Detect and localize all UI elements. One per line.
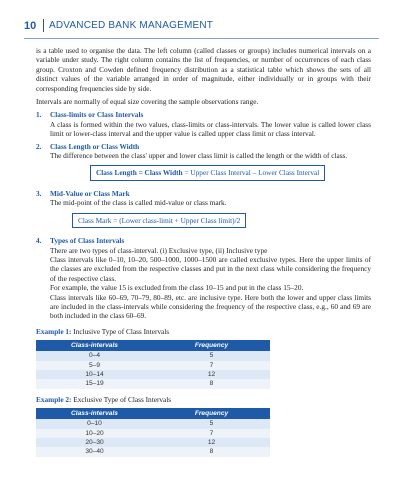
table-row — [36, 438, 270, 447]
table-cell: 5–9 — [36, 361, 153, 370]
table-cell: 5 — [153, 351, 270, 360]
header-rule — [24, 38, 379, 39]
example-label: Example 1: — [36, 326, 72, 336]
item-class-length — [36, 142, 371, 186]
column-header: Class-intervals — [36, 340, 153, 351]
table-cell: 30–40 — [36, 447, 153, 456]
table-cell: 8 — [153, 447, 270, 456]
running-title: ADVANCED BANK MANAGEMENT — [49, 20, 214, 31]
example-1-title — [36, 327, 371, 336]
item-body: Class intervals like 0–10, 10–20, 500–1000, 1000–1500 are called exclusive types. Here the upper limits of the classes are excluded from the respective classes and put in the next class while considering the frequency of the respective class. — [50, 254, 371, 283]
item-heading: Class Length or Class Width — [50, 141, 140, 151]
table-row — [36, 379, 270, 388]
table-cell: 8 — [153, 379, 270, 388]
item-body: A class is formed within the two values, class-limits or class-intervals. The lower value is called lower class limit or lower-class interval and the upper value is called upper class limit or class interval. — [50, 119, 371, 139]
class-length-formula — [90, 165, 325, 180]
table-row — [36, 419, 270, 428]
page-header — [0, 12, 403, 42]
intervals-note: Intervals are normally of equal size covering the sample observations range. — [36, 97, 259, 107]
item-number: 4. — [36, 236, 42, 246]
table-row — [36, 429, 270, 438]
item-body: The mid-point of the class is called mid-value or class mark. — [50, 198, 227, 208]
table-header-row — [36, 340, 270, 351]
item-heading: Types of Class Intervals — [50, 236, 125, 246]
item-heading: Class-limits or Class Intervals — [50, 110, 144, 120]
column-header: Class-intervals — [36, 408, 153, 419]
item-class-limits — [36, 110, 371, 138]
item-mid-value — [36, 189, 371, 233]
item-types — [36, 236, 371, 321]
example-1-table — [36, 340, 270, 389]
item-body: There are two types of class-interval. (i) Exclusive type, (ii) Inclusive type — [50, 245, 268, 255]
table-cell: 15–19 — [36, 379, 153, 388]
table-row — [36, 370, 270, 379]
table-cell: 5 — [153, 419, 270, 428]
table-cell: 12 — [153, 370, 270, 379]
example-2-title — [36, 395, 371, 404]
intro-paragraph: is a table used to organise the data. The left column (called classes or groups) includes numerical intervals on a variable under study. The right column contains the list of frequencies, or number of occurrences of each class group. Croxton and Cowden defined frequency distribution as a statistical table which shows the sets of all distinct values of the variable arranged in order of magnitude, either individually or in groups with their corresponding frequencies side by side. — [36, 46, 371, 93]
table-cell: 0–4 — [36, 351, 153, 360]
item-number: 2. — [36, 141, 42, 151]
table-cell: 12 — [153, 438, 270, 447]
table-cell: 10–20 — [36, 429, 153, 438]
table-cell: 10–14 — [36, 370, 153, 379]
table-cell: 20–30 — [36, 438, 153, 447]
table-cell: 0–10 — [36, 419, 153, 428]
formula-lhs: Class Length = Class Width — [96, 168, 183, 178]
example-2-table — [36, 408, 270, 457]
table-cell: 7 — [153, 361, 270, 370]
example-caption: Exclusive Type of Class Intervals — [71, 394, 172, 404]
item-number: 1. — [36, 110, 42, 120]
table-row — [36, 361, 270, 370]
page-body — [36, 46, 371, 457]
item-heading: Mid-Value or Class Mark — [50, 188, 130, 198]
item-body: The difference between the class' upper and lower class limit is called the length or the width of class. — [50, 151, 348, 161]
column-header: Frequency — [153, 340, 270, 351]
table-row — [36, 351, 270, 360]
item-body: Class intervals like 60–69, 70–79, 80–89, etc. are inclusive type. Here both the lower and upper class limits are included in the class-intervals while considering the frequency of the respective class, e.g., 60 and 69 are both included in the class 60–69. — [50, 292, 371, 321]
item-body: For example, the value 15 is excluded from the class 10–15 and put in the class 15–20. — [50, 283, 304, 293]
table-cell: 7 — [153, 429, 270, 438]
column-header: Frequency — [153, 408, 270, 419]
example-caption: Inclusive Type of Class Intervals — [71, 326, 170, 336]
class-mark-formula: Class Mark = (Lower class-limit + Upper Class limit)/2 — [72, 213, 246, 228]
example-label: Example 2: — [36, 394, 72, 404]
table-row — [36, 447, 270, 456]
formula-rhs: = Upper Class Interval – Lower Class Interval — [182, 168, 320, 178]
header-separator — [43, 19, 44, 32]
item-number: 3. — [36, 188, 42, 198]
table-header-row — [36, 408, 270, 419]
page-number: 10 — [24, 20, 37, 32]
